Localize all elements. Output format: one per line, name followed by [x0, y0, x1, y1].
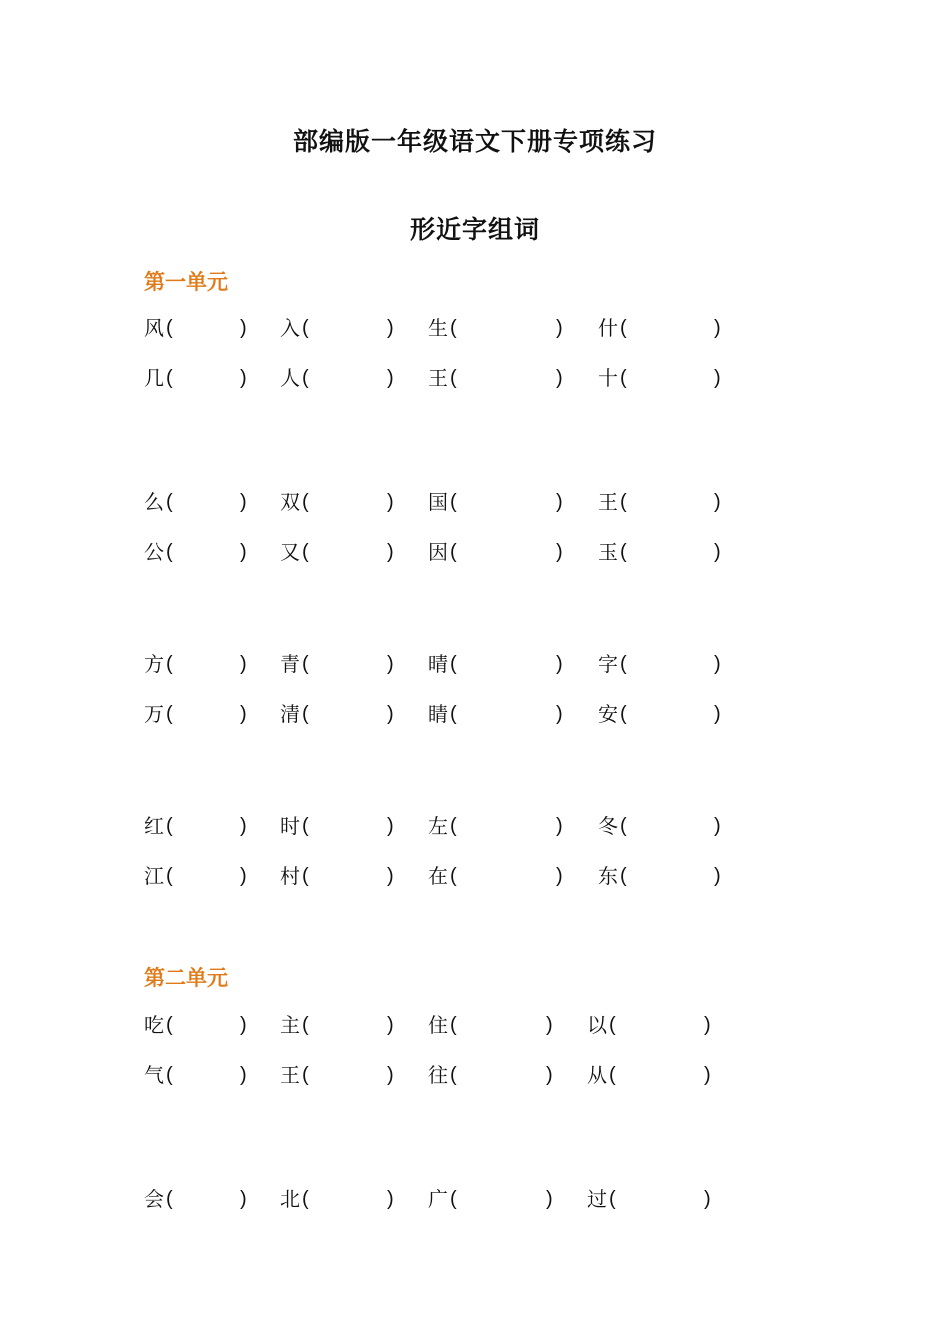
open-paren: (: [620, 815, 627, 837]
close-paren: ): [387, 1188, 394, 1210]
exercise-row: [0, 1010, 950, 1040]
word-blank[interactable]: [598, 649, 728, 679]
open-paren: (: [302, 1014, 309, 1036]
open-paren: (: [620, 865, 627, 887]
character: 公: [144, 540, 164, 564]
open-paren: (: [450, 1188, 457, 1210]
word-blank[interactable]: [144, 1060, 254, 1090]
word-blank[interactable]: [144, 811, 254, 841]
character: 又: [280, 540, 300, 564]
exercise-row: [0, 699, 950, 729]
close-paren: ): [714, 865, 721, 887]
close-paren: ): [240, 367, 247, 389]
exercise-row: [0, 811, 950, 841]
character: 主: [280, 1013, 300, 1037]
close-paren: ): [714, 703, 721, 725]
word-blank[interactable]: [144, 313, 254, 343]
character: 青: [280, 652, 300, 676]
word-blank[interactable]: [587, 1010, 718, 1040]
close-paren: ): [387, 703, 394, 725]
open-paren: (: [166, 367, 173, 389]
close-paren: ): [387, 1064, 394, 1086]
character: 晴: [428, 652, 448, 676]
open-paren: (: [609, 1014, 616, 1036]
exercise-row: [0, 861, 950, 891]
exercise-row: [0, 1184, 950, 1214]
character: 睛: [428, 702, 448, 726]
exercise-row: [0, 363, 950, 393]
character: 住: [428, 1013, 448, 1037]
word-blank[interactable]: [280, 1060, 401, 1090]
close-paren: ): [240, 1064, 247, 1086]
word-blank[interactable]: [428, 1010, 560, 1040]
character: 入: [280, 316, 300, 340]
word-blank[interactable]: [144, 1010, 254, 1040]
close-paren: ): [714, 653, 721, 675]
open-paren: (: [166, 1188, 173, 1210]
word-blank[interactable]: [598, 487, 728, 517]
open-paren: (: [620, 491, 627, 513]
open-paren: (: [302, 367, 309, 389]
close-paren: ): [240, 541, 247, 563]
word-blank[interactable]: [598, 363, 728, 393]
word-blank[interactable]: [428, 1184, 560, 1214]
word-blank[interactable]: [280, 1010, 401, 1040]
character: 会: [144, 1187, 164, 1211]
open-paren: (: [450, 367, 457, 389]
character: 时: [280, 814, 300, 838]
word-blank[interactable]: [428, 487, 570, 517]
exercise-row: [0, 649, 950, 679]
word-blank[interactable]: [428, 363, 570, 393]
word-blank[interactable]: [280, 313, 401, 343]
open-paren: (: [450, 317, 457, 339]
close-paren: ): [387, 865, 394, 887]
word-blank[interactable]: [428, 861, 570, 891]
open-paren: (: [450, 815, 457, 837]
character: 安: [598, 702, 618, 726]
open-paren: (: [620, 541, 627, 563]
open-paren: (: [302, 541, 309, 563]
character: 十: [598, 366, 618, 390]
word-blank[interactable]: [144, 649, 254, 679]
open-paren: (: [450, 491, 457, 513]
word-blank[interactable]: [598, 811, 728, 841]
open-paren: (: [166, 653, 173, 675]
close-paren: ): [240, 491, 247, 513]
open-paren: (: [302, 653, 309, 675]
word-blank[interactable]: [587, 1060, 718, 1090]
open-paren: (: [302, 703, 309, 725]
page-subtitle: 形近字组词: [409, 215, 540, 244]
close-paren: ): [240, 653, 247, 675]
open-paren: (: [166, 703, 173, 725]
character: 王: [280, 1063, 300, 1087]
close-paren: ): [556, 491, 563, 513]
word-blank[interactable]: [598, 699, 728, 729]
character: 风: [144, 316, 164, 340]
character: 王: [428, 366, 448, 390]
exercise-row: [0, 487, 950, 517]
open-paren: (: [302, 865, 309, 887]
close-paren: ): [240, 1014, 247, 1036]
close-paren: ): [556, 653, 563, 675]
close-paren: ): [714, 317, 721, 339]
character: 几: [144, 366, 164, 390]
open-paren: (: [450, 703, 457, 725]
character: 国: [428, 490, 448, 514]
character: 广: [428, 1187, 448, 1211]
character: 在: [428, 864, 448, 888]
character: 冬: [598, 814, 618, 838]
close-paren: ): [387, 491, 394, 513]
open-paren: (: [620, 703, 627, 725]
close-paren: ): [704, 1014, 711, 1036]
open-paren: (: [450, 653, 457, 675]
close-paren: ): [240, 703, 247, 725]
word-blank[interactable]: [428, 1060, 560, 1090]
open-paren: (: [450, 865, 457, 887]
word-blank[interactable]: [280, 537, 401, 567]
word-blank[interactable]: [144, 1184, 254, 1214]
word-blank[interactable]: [280, 1184, 401, 1214]
character: 万: [144, 702, 164, 726]
character: 北: [280, 1187, 300, 1211]
open-paren: (: [450, 1014, 457, 1036]
close-paren: ): [704, 1064, 711, 1086]
word-blank[interactable]: [280, 861, 401, 891]
word-blank[interactable]: [144, 487, 254, 517]
word-blank[interactable]: [598, 313, 728, 343]
unit-heading: 第一单元: [144, 270, 228, 294]
character: 么: [144, 490, 164, 514]
open-paren: (: [450, 541, 457, 563]
word-blank[interactable]: [428, 537, 570, 567]
close-paren: ): [704, 1188, 711, 1210]
character: 江: [144, 864, 164, 888]
word-blank[interactable]: [144, 861, 254, 891]
word-blank[interactable]: [280, 811, 401, 841]
character: 从: [587, 1063, 607, 1087]
character: 人: [280, 366, 300, 390]
character: 字: [598, 652, 618, 676]
word-blank[interactable]: [280, 699, 401, 729]
close-paren: ): [546, 1188, 553, 1210]
word-blank[interactable]: [280, 487, 401, 517]
close-paren: ): [387, 815, 394, 837]
open-paren: (: [609, 1188, 616, 1210]
close-paren: ): [556, 703, 563, 725]
word-blank[interactable]: [428, 649, 570, 679]
close-paren: ): [714, 815, 721, 837]
word-blank[interactable]: [428, 699, 570, 729]
open-paren: (: [302, 815, 309, 837]
open-paren: (: [450, 1064, 457, 1086]
character: 气: [144, 1063, 164, 1087]
close-paren: ): [556, 865, 563, 887]
word-blank[interactable]: [598, 861, 728, 891]
character: 玉: [598, 540, 618, 564]
open-paren: (: [620, 653, 627, 675]
close-paren: ): [240, 317, 247, 339]
open-paren: (: [166, 1064, 173, 1086]
close-paren: ): [387, 367, 394, 389]
exercise-row: [0, 313, 950, 343]
close-paren: ): [387, 653, 394, 675]
open-paren: (: [166, 815, 173, 837]
open-paren: (: [166, 541, 173, 563]
character: 什: [598, 316, 618, 340]
open-paren: (: [166, 865, 173, 887]
close-paren: ): [546, 1064, 553, 1086]
word-blank[interactable]: [144, 537, 254, 567]
open-paren: (: [609, 1064, 616, 1086]
open-paren: (: [302, 317, 309, 339]
open-paren: (: [620, 317, 627, 339]
close-paren: ): [556, 317, 563, 339]
exercise-row: [0, 537, 950, 567]
character: 东: [598, 864, 618, 888]
open-paren: (: [166, 317, 173, 339]
close-paren: ): [556, 815, 563, 837]
open-paren: (: [302, 491, 309, 513]
word-blank[interactable]: [280, 363, 401, 393]
character: 以: [587, 1013, 607, 1037]
word-blank[interactable]: [280, 649, 401, 679]
character: 吃: [144, 1013, 164, 1037]
character: 往: [428, 1063, 448, 1087]
open-paren: (: [166, 491, 173, 513]
word-blank[interactable]: [598, 537, 728, 567]
open-paren: (: [302, 1064, 309, 1086]
character: 过: [587, 1187, 607, 1211]
open-paren: (: [620, 367, 627, 389]
open-paren: (: [166, 1014, 173, 1036]
word-blank[interactable]: [587, 1184, 718, 1214]
character: 王: [598, 490, 618, 514]
character: 双: [280, 490, 300, 514]
close-paren: ): [387, 1014, 394, 1036]
close-paren: ): [714, 491, 721, 513]
close-paren: ): [387, 317, 394, 339]
character: 生: [428, 316, 448, 340]
word-blank[interactable]: [428, 313, 570, 343]
close-paren: ): [556, 367, 563, 389]
close-paren: ): [240, 1188, 247, 1210]
close-paren: ): [556, 541, 563, 563]
close-paren: ): [240, 815, 247, 837]
exercise-row: [0, 1060, 950, 1090]
close-paren: ): [387, 541, 394, 563]
unit-heading: 第二单元: [144, 966, 228, 990]
character: 红: [144, 814, 164, 838]
close-paren: ): [714, 541, 721, 563]
character: 左: [428, 814, 448, 838]
page-title: 部编版一年级语文下册专项练习: [292, 127, 657, 156]
word-blank[interactable]: [428, 811, 570, 841]
close-paren: ): [714, 367, 721, 389]
character: 村: [280, 864, 300, 888]
word-blank[interactable]: [144, 363, 254, 393]
character: 方: [144, 652, 164, 676]
close-paren: ): [240, 865, 247, 887]
close-paren: ): [546, 1014, 553, 1036]
word-blank[interactable]: [144, 699, 254, 729]
character: 清: [280, 702, 300, 726]
open-paren: (: [302, 1188, 309, 1210]
character: 因: [428, 540, 448, 564]
